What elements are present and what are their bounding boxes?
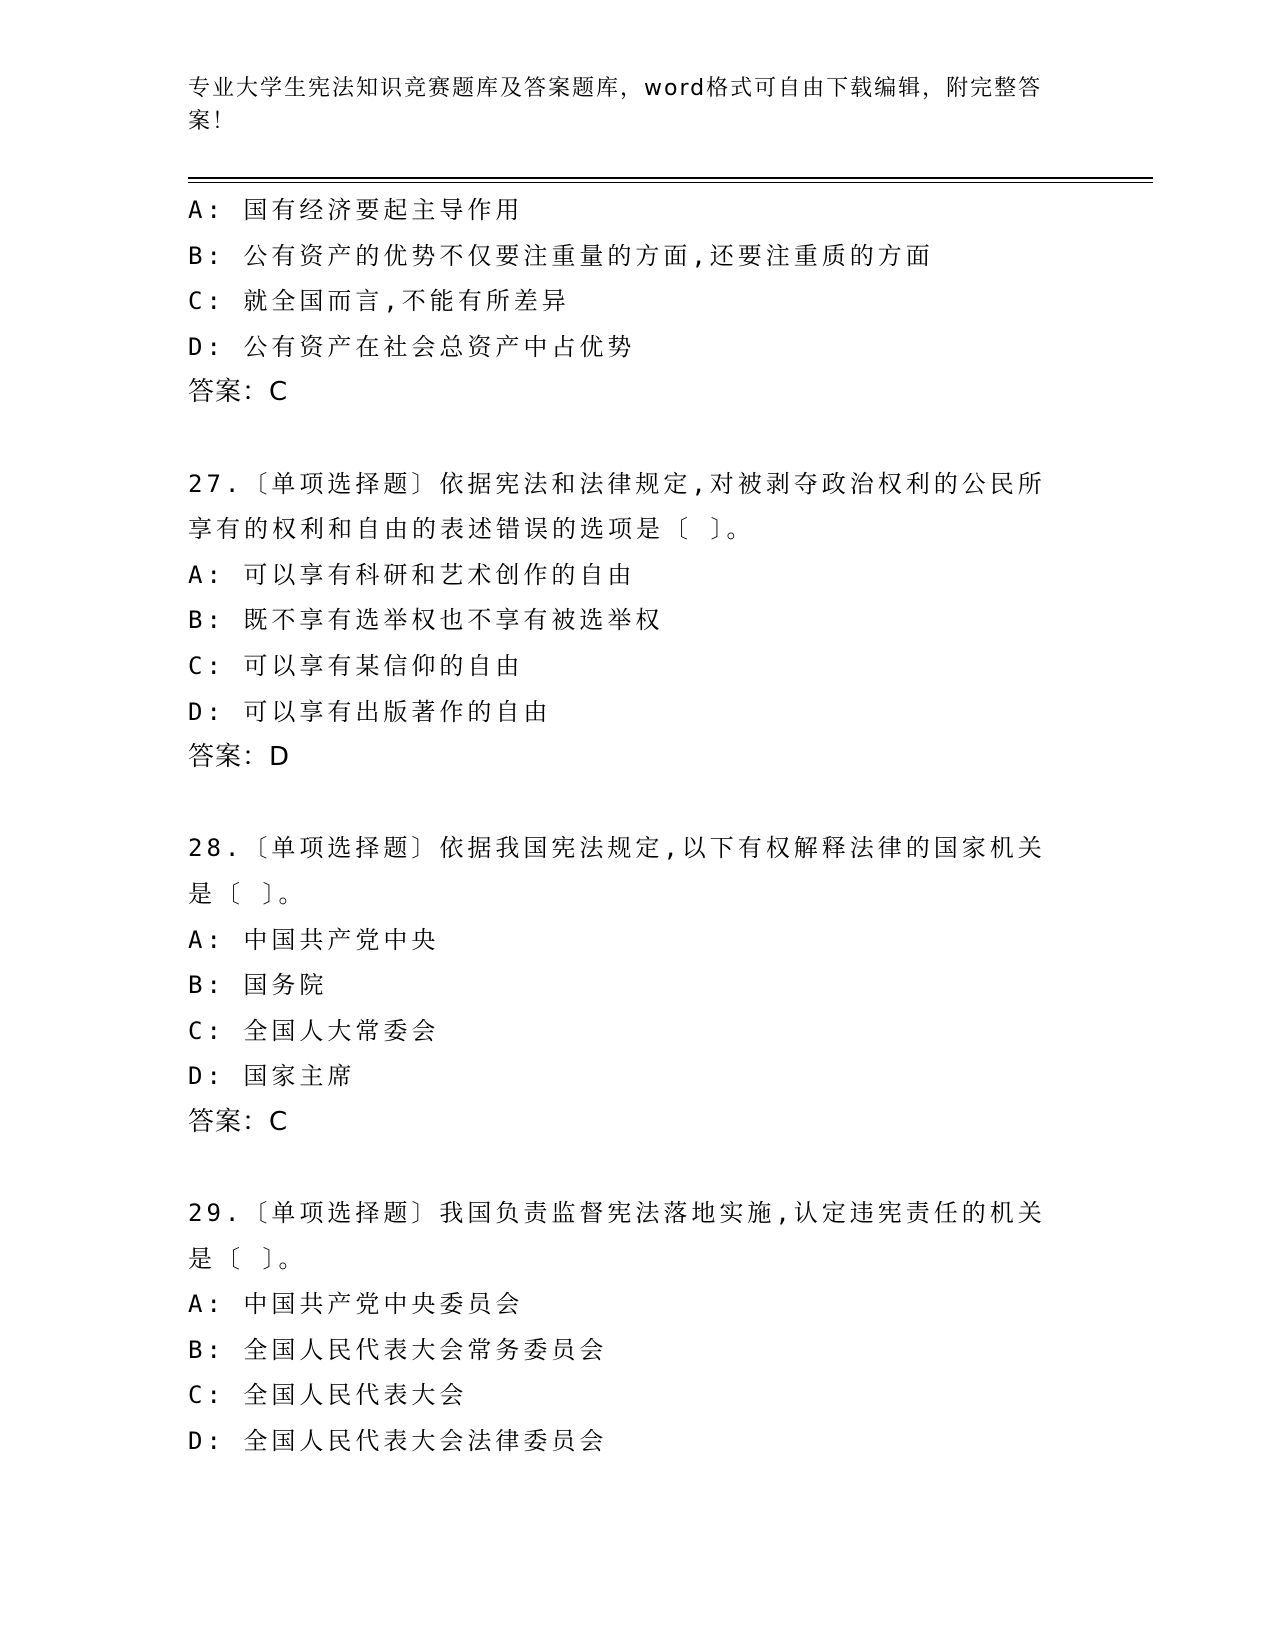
- q27-stem-line2: 享有的权利和自由的表述错误的选项是〔 〕。: [188, 515, 755, 544]
- question-26: [188, 188, 1088, 416]
- q28-option-d: D: 国家主席: [188, 1062, 356, 1091]
- q26-answer: 答案：C: [188, 377, 289, 408]
- q29-option-b: B: 全国人民代表大会常务委员会: [188, 1335, 608, 1364]
- q29-option-d: D: 全国人民代表大会法律委员会: [188, 1427, 608, 1456]
- question-29: [188, 1191, 1088, 1465]
- q29-stem-line1: 29.〔单项选择题〕我国负责监督宪法落地实施,认定违宪责任的机关: [188, 1199, 1046, 1228]
- q27-option-b: B: 既不享有选举权也不享有被选举权: [188, 606, 664, 635]
- q26-option-a: A: 国有经济要起主导作用: [188, 196, 524, 224]
- q28-option-b: B: 国务院: [188, 971, 328, 1000]
- q29-stem-line2: 是〔 〕。: [188, 1244, 307, 1273]
- spacer: [188, 416, 1088, 462]
- q27-option-c: C: 可以享有某信仰的自由: [188, 651, 524, 680]
- page-header: 专业大学生宪法知识竞赛题库及答案题库，word格式可自由下载编辑，附完整答案！: [188, 76, 1043, 134]
- q27-option-d: D: 可以享有出版著作的自由: [188, 697, 552, 726]
- q27-option-a: A: 可以享有科研和艺术创作的自由: [188, 560, 636, 589]
- q26-option-b: B: 公有资产的优势不仅要注重量的方面,还要注重质的方面: [188, 241, 934, 270]
- q27-answer: 答案：D: [188, 742, 291, 773]
- q28-stem-line2: 是〔 〕。: [188, 879, 307, 908]
- header-rule-thick: [188, 177, 1153, 179]
- q26-option-c: C: 就全国而言,不能有所差异: [188, 287, 570, 316]
- q28-stem-line1: 28.〔单项选择题〕依据我国宪法规定,以下有权解释法律的国家机关: [188, 834, 1046, 863]
- q28-answer: 答案：C: [188, 1106, 289, 1137]
- question-28: [188, 826, 1088, 1145]
- spacer: [188, 781, 1088, 827]
- question-content: [188, 188, 1088, 1465]
- q28-option-a: A: 中国共产党中央: [188, 925, 440, 954]
- header-rule-thin: [188, 182, 1153, 183]
- q28-option-c: C: 全国人大常委会: [188, 1016, 440, 1045]
- q27-stem-line1: 27.〔单项选择题〕依据宪法和法律规定,对被剥夺政治权利的公民所: [188, 469, 1046, 498]
- q26-option-d: D: 公有资产在社会总资产中占优势: [188, 332, 636, 361]
- spacer: [188, 1145, 1088, 1191]
- q29-option-c: C: 全国人民代表大会: [188, 1381, 468, 1410]
- q29-option-a: A: 中国共产党中央委员会: [188, 1290, 524, 1319]
- question-27: [188, 462, 1088, 781]
